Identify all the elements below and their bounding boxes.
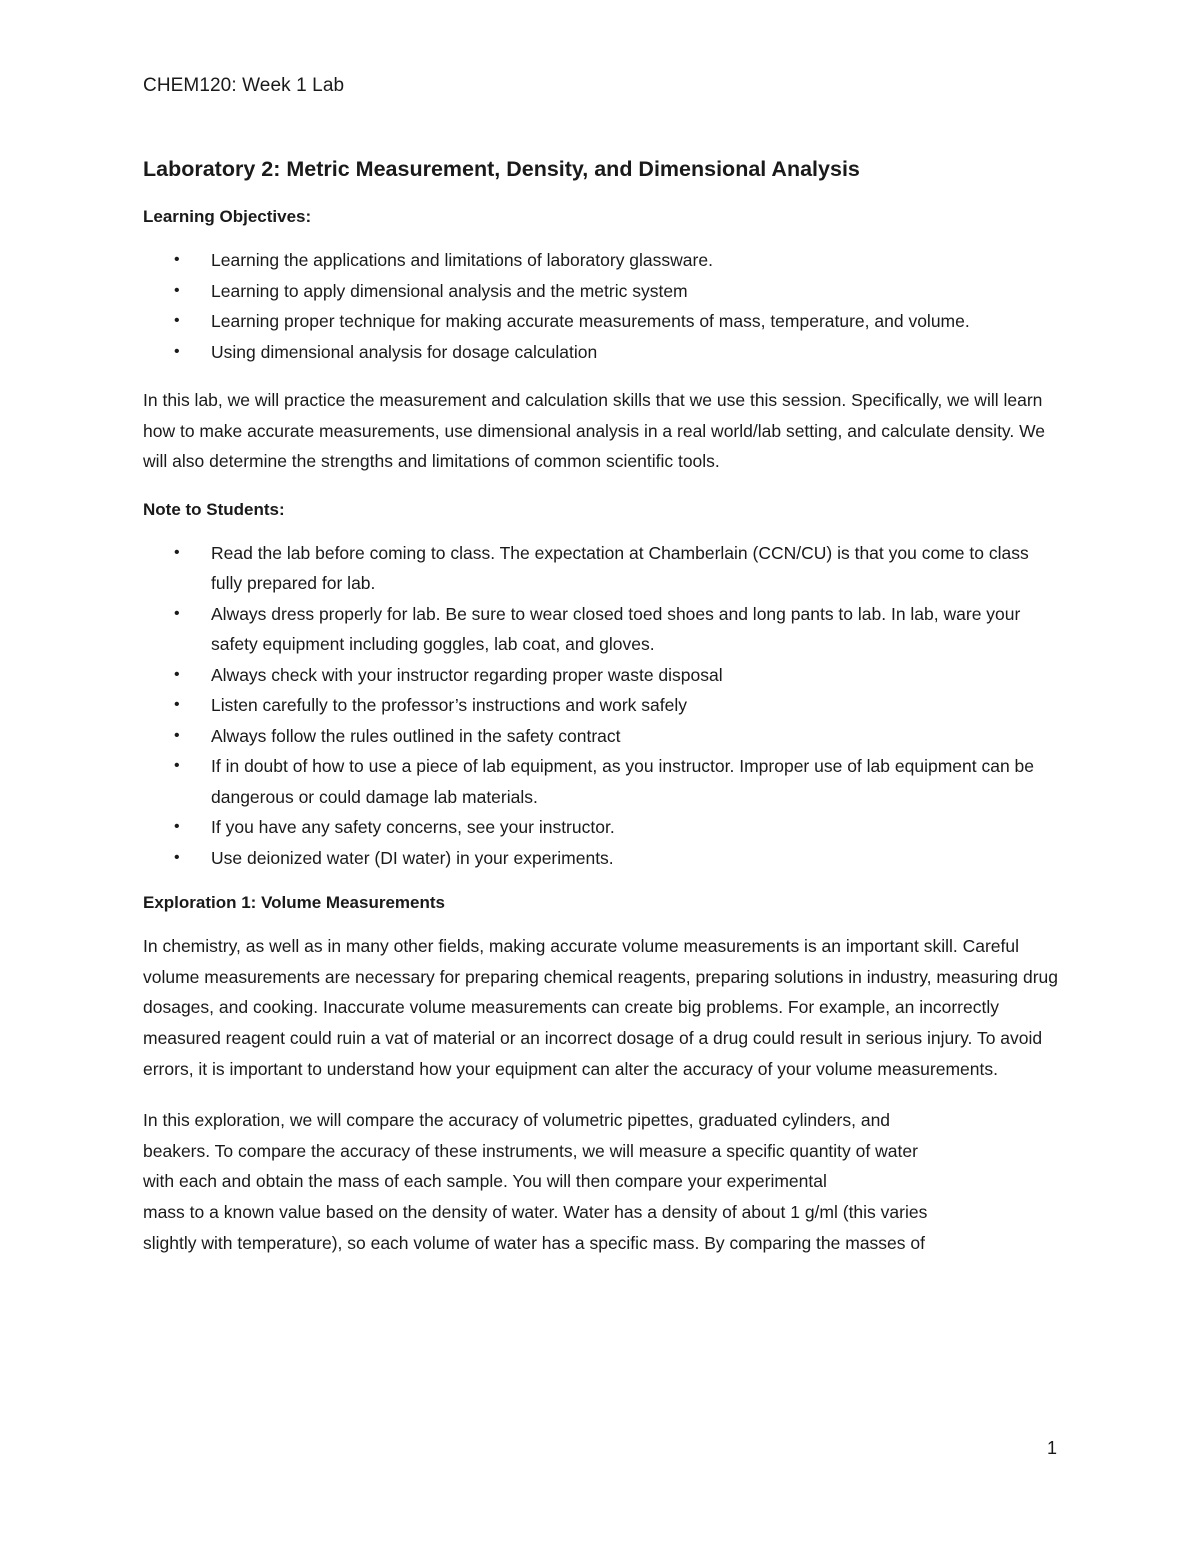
list-item <box>143 245 1058 276</box>
learning-objectives-heading: Learning Objectives: <box>143 207 312 226</box>
list-item <box>143 660 1058 691</box>
document-title: Laboratory 2: Metric Measurement, Density, and Dimensional Analysis <box>143 157 860 181</box>
list-item <box>143 721 1058 752</box>
paragraph-line: slightly with temperature), so each volume of water has a specific mass. By comparing the masses of <box>143 1232 925 1253</box>
list-item <box>143 538 1058 599</box>
document-body <box>143 154 1058 1279</box>
paragraph-line: mass to a known value based on the density of water. Water has a density of about 1 g/ml (this varies <box>143 1202 928 1223</box>
exploration-1-paragraph: In chemistry, as well as in many other fields, making accurate volume measurements is an important skill. Careful volume measurements are necessary for preparing chemical reagents, preparing solutions in industry, measuring drug dosages, and cooking. Inaccurate volume measurements can create big problems. For example, an incorrectly measured reagent could ruin a vat of material or an incorrect dosage of a drug could result in serious injury. To avoid errors, it is important to understand how your equipment can alter the accuracy of your volume measurements. <box>143 936 1058 1079</box>
exploration-1-paragraph-2 <box>143 1105 1058 1258</box>
bullet-dot-icon: • <box>174 312 180 329</box>
note-text: Always dress properly for lab. Be sure to wear closed toed shoes and long pants to lab. In lab, ware your safety equipment including goggles, lab coat, and gloves. <box>211 603 1021 655</box>
bullet-dot-icon: • <box>174 251 180 268</box>
paragraph-line: with each and obtain the mass of each sample. You will then compare your experimental <box>143 1171 827 1192</box>
note-to-students-list <box>143 538 1058 874</box>
bullet-dot-icon: • <box>174 696 180 714</box>
list-item <box>143 812 1058 843</box>
bullet-dot-icon: • <box>174 757 180 775</box>
list-item <box>143 843 1058 874</box>
note-text: Read the lab before coming to class. The expectation at Chamberlain (CCN/CU) is that you come to class fully prepared for lab. <box>211 542 1029 594</box>
intro-paragraph: In this lab, we will practice the measurement and calculation skills that we use this session. Specifically, we will learn how to make accurate measurements, use dimensional analysis in a real world/lab setting, and calculate density. We will also determine the strengths and limitations of common scientific tools. <box>143 390 1046 472</box>
note-text: Always follow the rules outlined in the safety contract <box>211 725 621 746</box>
list-item <box>143 751 1058 812</box>
note-text: Always check with your instructor regarding proper waste disposal <box>211 664 723 685</box>
note-text: If in doubt of how to use a piece of lab equipment, as you instructor. Improper use of lab equipment can be dangerous or could damage lab materials. <box>211 756 1035 807</box>
list-item <box>143 690 1058 721</box>
objective-text: Using dimensional analysis for dosage calculation <box>211 341 598 362</box>
bullet-dot-icon: • <box>174 281 180 299</box>
list-item <box>143 337 1058 368</box>
page-number: 1 <box>1046 1438 1057 1458</box>
note-text: If you have any safety concerns, see your instructor. <box>211 817 615 838</box>
paragraph-line: In this exploration, we will compare the accuracy of volumetric pipettes, graduated cylinders, and <box>143 1110 891 1131</box>
exploration-1-heading: Exploration 1: Volume Measurements <box>143 893 445 913</box>
objective-text: Learning the applications and limitations of laboratory glassware. <box>211 250 713 270</box>
learning-objectives-list <box>143 245 1058 367</box>
list-item <box>143 276 1058 307</box>
bullet-dot-icon: • <box>174 848 180 866</box>
objective-text: Learning to apply dimensional analysis and the metric system <box>211 280 688 301</box>
bullet-dot-icon: • <box>174 543 180 561</box>
list-item <box>143 599 1058 660</box>
bullet-dot-icon: • <box>174 818 180 836</box>
bullet-dot-icon: • <box>174 665 180 683</box>
note-text: Use deionized water (DI water) in your experiments. <box>211 847 614 868</box>
objective-text: Learning proper technique for making accurate measurements of mass, temperature, and volume. <box>211 311 970 331</box>
bullet-dot-icon: • <box>174 604 180 622</box>
list-item <box>143 306 1058 337</box>
note-to-students-heading: Note to Students: <box>143 499 285 519</box>
bullet-dot-icon: • <box>174 726 180 744</box>
bullet-dot-icon: • <box>174 342 180 360</box>
running-header: CHEM120: Week 1 Lab <box>143 75 345 96</box>
note-text: Listen carefully to the professor’s instructions and work safely <box>211 695 687 716</box>
paragraph-line: beakers. To compare the accuracy of these instruments, we will measure a specific quantity of water <box>143 1140 918 1161</box>
